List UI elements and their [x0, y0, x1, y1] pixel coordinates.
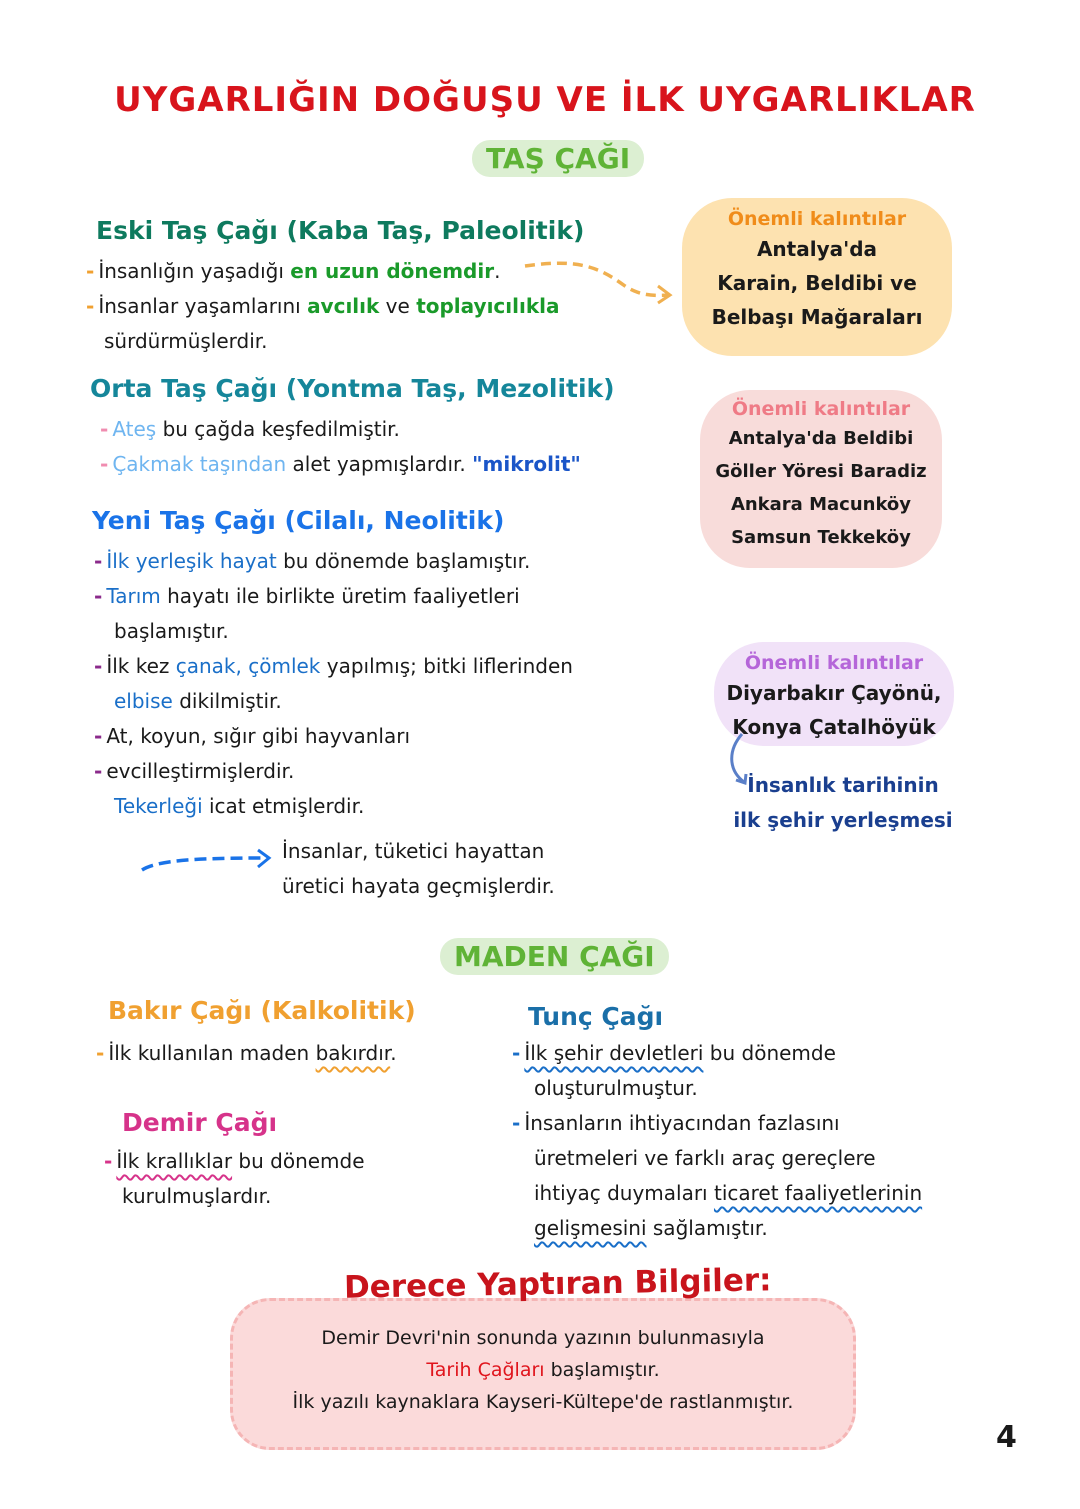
- derece-heading: Derece Yaptıran Bilgiler:: [343, 1262, 772, 1306]
- tunc-text: - İlk şehir devletleri bu dönemde oluşturulmuştur. - İnsanların ihtiyacından fazlasını üretmeleri ve farklı araç gereçlere ihtiyaç duymaları ticaret faaliyetlerinin gelişmesini sağlamıştır.: [512, 1041, 923, 1240]
- section-label-tas-cagi: TAŞ ÇAĞI: [472, 140, 644, 177]
- eski-tas-remains-box: Önemli kalıntılar Antalya'da Karain, Beldibi ve Belbaşı Mağaraları: [682, 198, 952, 356]
- bakir-heading: Bakır Çağı (Kalkolitik): [108, 996, 416, 1025]
- eski-tas-heading: Eski Taş Çağı (Kaba Taş, Paleolitik): [96, 216, 585, 245]
- demir-text: - İlk krallıklar bu dönemde kurulmuşlardır.: [104, 1149, 365, 1208]
- orta-tas-heading: Orta Taş Çağı (Yontma Taş, Mezolitik): [90, 374, 615, 403]
- section-label-maden-cagi: MADEN ÇAĞI: [440, 938, 669, 975]
- yeni-tas-heading: Yeni Taş Çağı (Cilalı, Neolitik): [92, 506, 505, 535]
- eski-tas-list: - İnsanlığın yaşadığı en uzun dönemdir. - İnsanlar yaşamlarını avcılık ve toplayıcılıkla sürdürmüşlerdir.: [86, 259, 560, 353]
- demir-heading: Demir Çağı: [122, 1108, 278, 1137]
- page-number: 4: [996, 1420, 1017, 1455]
- bakir-text: - İlk kullanılan maden bakırdır.: [96, 1041, 397, 1065]
- orta-tas-remains-box: Önemli kalıntılar Antalya'da Beldibi Göller Yöresi Baradiz Ankara Macunköy Samsun Tekkeköy: [700, 390, 942, 568]
- dashed-arrow-icon: [520, 258, 675, 308]
- first-city-note: İnsanlık tarihinin ilk şehir yerleşmesi: [733, 773, 953, 832]
- yeni-tas-remains-box: Önemli kalıntılar Diyarbakır Çayönü, Konya Çatalhöyük: [714, 642, 954, 746]
- derece-text: Demir Devri'nin sonunda yazının bulunmasıyla Tarih Çağları başlamıştır. İlk yazılı kaynaklara Kayseri-Kültepe'de rastlanmıştır.: [292, 1327, 794, 1413]
- orta-tas-list: - Ateş bu çağda keşfedilmiştir. - Çakmak taşından alet yapmışlardır. "mikrolit": [100, 417, 581, 476]
- yeni-tas-list: - İlk yerleşik hayat bu dönemde başlamıştır. - Tarım hayatı ile birlikte üretim faaliyetleri başlamıştır. - İlk kez çanak, çömlek yapılmış; bitki liflerinden elbise dikilmiştir. - At, koyun, sığır gibi hayvanları - evcilleştirmişlerdir. Tekerleği icat etmişlerdir.: [94, 549, 573, 818]
- page-title: UYGARLIĞIN DOĞUŞU VE İLK UYGARLIKLAR: [114, 80, 976, 120]
- yeni-tas-note: İnsanlar, tüketici hayattan üretici hayata geçmişlerdir.: [282, 839, 555, 898]
- tunc-heading: Tunç Çağı: [528, 1002, 664, 1031]
- dashed-arrow-icon: [138, 846, 278, 876]
